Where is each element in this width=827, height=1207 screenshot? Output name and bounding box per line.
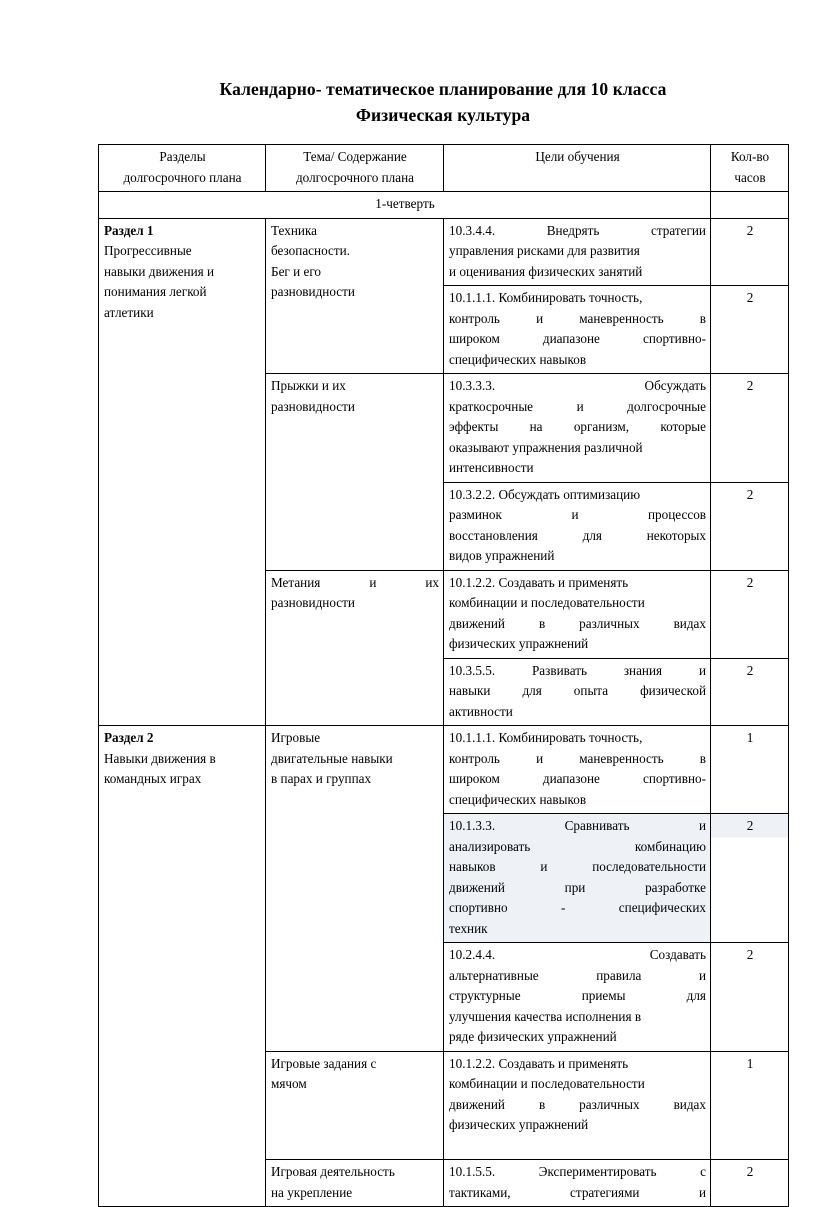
- goal-word: спортивно: [449, 900, 508, 915]
- header-topic-line2: долгосрочного плана: [295, 169, 415, 185]
- goal-line: комбинации и последовательности: [449, 595, 645, 610]
- topic-cell-2-3: [266, 1160, 444, 1207]
- goal-word: широком: [449, 771, 500, 786]
- topic-1-2-line2: разновидности: [271, 398, 355, 414]
- goal-word: разработке: [645, 879, 706, 895]
- goal-line: [449, 417, 706, 438]
- quarter-hours-empty: [711, 192, 789, 219]
- goal-line: [449, 397, 706, 418]
- goal-word: и: [698, 818, 706, 833]
- goal-cell: [444, 570, 711, 658]
- goal-line: [449, 837, 706, 858]
- goal-word: спортивно-: [642, 331, 706, 346]
- goal-word: на: [529, 419, 543, 434]
- goal-line: [449, 1095, 706, 1116]
- goal-line: интенсивности: [449, 460, 534, 475]
- goal-word: Развивать: [531, 662, 587, 678]
- goal-word: и: [540, 859, 548, 874]
- goal-word: различных: [579, 615, 640, 631]
- topic-1-1-line1: Техника: [271, 222, 318, 238]
- header-cell-topic: [266, 145, 444, 192]
- goal-word: в: [538, 615, 546, 631]
- goal-code: 10.3.5.5.: [449, 662, 496, 678]
- hours-cell: 2: [711, 218, 789, 286]
- goal-word: тактиками,: [449, 1184, 511, 1200]
- goal-line: комбинации и последовательности: [449, 1076, 645, 1091]
- goal-line: [449, 1183, 706, 1204]
- goal-word: краткосрочные: [449, 398, 534, 414]
- goal-word: навыки: [449, 683, 491, 698]
- table-row: [99, 218, 789, 286]
- header-hours-line2: часов: [734, 169, 766, 185]
- goal-word: правила: [596, 967, 642, 983]
- header-sections-line2: долгосрочного плана: [123, 169, 242, 185]
- goal-word: восстановления: [449, 527, 538, 543]
- goal-word: видах: [673, 1096, 707, 1112]
- goal-line: [449, 505, 706, 526]
- goal-line: [449, 309, 706, 330]
- goal-word: контроль: [449, 310, 500, 326]
- document-title: [98, 76, 788, 128]
- goal-cell: [444, 1160, 711, 1207]
- topic-1-1-line3: Бег и его: [271, 263, 322, 279]
- topic-2-1-line2: двигательные навыки: [271, 750, 393, 766]
- goal-word: физической: [640, 683, 707, 698]
- goal-word: диапазоне: [542, 331, 600, 346]
- topic-1-3-line1: Метания и их: [271, 574, 439, 590]
- goal-line: физических упражнений: [449, 636, 589, 651]
- goal-word: в: [699, 750, 707, 766]
- goal-word: в: [538, 1096, 546, 1112]
- quarter-label-cell: 1-четверть: [99, 192, 711, 219]
- section-1-sub2: навыки движения и: [104, 263, 215, 279]
- header-sections-line1: Разделы: [159, 149, 206, 164]
- goal-word: движений: [449, 1096, 505, 1112]
- goal-line-spacer: [449, 1136, 706, 1157]
- goal-line: [449, 816, 706, 837]
- goal-code: 10.1.3.3.: [449, 818, 496, 833]
- goal-word: диапазоне: [542, 771, 600, 786]
- section-1-sub3: понимания легкой: [104, 284, 207, 299]
- goal-line: [449, 681, 706, 702]
- goal-word: Экспериментировать: [538, 1164, 657, 1179]
- goal-code: 10.1.5.5.: [449, 1164, 496, 1179]
- hours-cell: 2: [711, 286, 789, 374]
- hours-cell: 1: [711, 726, 789, 814]
- goal-line: [449, 898, 706, 919]
- goal-word: и: [698, 662, 706, 678]
- title-line-1: Календарно- тематическое планирование для 10 класса: [219, 79, 667, 99]
- goal-word: которые: [660, 419, 707, 434]
- goal-word: приемы: [581, 988, 626, 1003]
- table-header-row: [99, 145, 789, 192]
- hours-cell: 2: [711, 1160, 789, 1207]
- goal-line: [449, 769, 706, 790]
- goal-word: для: [522, 683, 542, 698]
- goal-word: и: [536, 310, 544, 326]
- goal-cell: [444, 658, 711, 726]
- header-cell-goals: [444, 145, 711, 192]
- topic-cell-2-2: [266, 1051, 444, 1160]
- goal-cell: [444, 482, 711, 570]
- goal-line: специфических навыков: [449, 351, 587, 367]
- goal-word: -: [561, 900, 566, 915]
- goal-word: Создавать: [649, 947, 706, 962]
- goal-word: для: [686, 988, 706, 1003]
- goal-line: 10.3.2.2. Обсуждать оптимизацию: [449, 486, 641, 502]
- section-2-title: Раздел 2: [104, 730, 154, 745]
- goal-line: [449, 966, 706, 987]
- goal-word: процессов: [648, 507, 707, 522]
- hours-cell: 2: [711, 658, 789, 726]
- hours-cell: 2: [711, 943, 789, 1052]
- goal-line: управления рисками для развития: [449, 243, 640, 258]
- goal-line: 10.1.2.2. Создавать и применять: [449, 574, 629, 590]
- goal-cell: [444, 1051, 711, 1160]
- topic-cell-1-3: [266, 570, 444, 726]
- goal-word: навыков: [449, 859, 496, 874]
- goal-word: с: [700, 1164, 707, 1179]
- topic-cell-2-1: [266, 726, 444, 1052]
- hours-cell-selected: 2: [711, 814, 789, 943]
- goal-line: ряде физических упражнений: [449, 1029, 617, 1044]
- goal-cell: [444, 286, 711, 374]
- section-2-sub1: Навыки движения в: [104, 750, 216, 766]
- goal-line: 10.1.1.1. Комбинировать точность,: [449, 730, 643, 745]
- goal-word: при: [564, 879, 586, 895]
- goal-line: 10.1.2.2. Создавать и применять: [449, 1055, 629, 1071]
- goal-word: опыта: [573, 683, 609, 698]
- hours-cell: 2: [711, 570, 789, 658]
- topic-1-1-line4: разновидности: [271, 284, 355, 299]
- goal-word: некоторых: [646, 527, 707, 543]
- goal-word: и: [571, 507, 579, 522]
- goal-word: Обсуждать: [644, 378, 706, 393]
- section-1-title: Раздел 1: [104, 222, 154, 238]
- topic-2-1-line1: Игровые: [271, 730, 321, 745]
- goal-word: в: [699, 310, 707, 326]
- goal-line: физических упражнений: [449, 1117, 589, 1132]
- goal-word: стратегии: [650, 222, 706, 238]
- header-goals-label: Цели обучения: [535, 149, 620, 164]
- goal-word: видах: [673, 615, 707, 631]
- goal-line: [449, 945, 706, 966]
- goal-line: [449, 376, 706, 397]
- goal-cell: [444, 943, 711, 1052]
- goal-line: 10.1.1.1. Комбинировать точность,: [449, 290, 643, 305]
- goal-cell: [444, 726, 711, 814]
- topic-2-3-line2: на укрепление: [271, 1184, 353, 1200]
- goal-word: структурные: [449, 988, 521, 1003]
- goal-line: оказывают упражнения различной: [449, 439, 643, 455]
- goal-word: и: [536, 750, 544, 766]
- topic-2-1-line3: в парах и группах: [271, 771, 372, 786]
- hours-cell: 2: [711, 374, 789, 483]
- goal-word: маневренность: [579, 750, 664, 766]
- header-cell-hours: [711, 145, 789, 192]
- goal-cell: [444, 374, 711, 483]
- title-line-2: Физическая культура: [355, 105, 531, 125]
- topic-2-2-line2: мячом: [271, 1076, 307, 1091]
- goal-code: 10.3.3.3.: [449, 378, 496, 393]
- goal-word: долгосрочные: [627, 398, 706, 414]
- goal-word: маневренность: [579, 310, 664, 326]
- topic-cell-1-2: [266, 374, 444, 571]
- goal-line: [449, 878, 706, 899]
- goal-line: [449, 986, 706, 1007]
- calendar-plan-table: [98, 144, 789, 1207]
- section-cell-1: [99, 218, 266, 726]
- goal-word: спортивно-: [642, 771, 706, 786]
- topic-1-1-line2: безопасности.: [271, 243, 350, 258]
- topic-1-3-line2: разновидности: [271, 595, 355, 610]
- goal-word: специфических: [618, 900, 706, 915]
- goal-line: [449, 661, 706, 682]
- topic-2-2-line1: Игровые задания с: [271, 1055, 377, 1071]
- hours-cell: 2: [711, 482, 789, 570]
- goal-word: и: [576, 398, 584, 414]
- goal-line: техник: [449, 920, 488, 936]
- goal-line: [449, 857, 706, 878]
- goal-word: Внедрять: [546, 222, 600, 238]
- section-cell-2: [99, 726, 266, 1207]
- section-1-sub1: Прогрессивные: [104, 243, 192, 258]
- goal-word: разминок: [449, 507, 502, 522]
- section-2-sub2: командных играх: [104, 771, 202, 786]
- header-hours-line1: Кол-во: [730, 149, 770, 164]
- goal-word: альтернативные: [449, 967, 539, 983]
- goal-line: [449, 526, 706, 547]
- goal-word: комбинацию: [634, 838, 706, 854]
- goal-line: [449, 329, 706, 350]
- topic-1-2-line1: Прыжки и их: [271, 378, 346, 393]
- goal-word: организм,: [573, 419, 630, 434]
- quarter-row: [99, 192, 789, 219]
- goal-word: движений: [449, 879, 505, 895]
- goal-word: для: [582, 527, 602, 543]
- goal-code: 10.3.4.4.: [449, 222, 496, 238]
- header-topic-line1: Тема/ Содержание: [303, 149, 407, 164]
- goal-line: и оценивания физических занятий: [449, 263, 643, 279]
- goal-code: 10.2.4.4.: [449, 947, 496, 962]
- goal-word: движений: [449, 615, 505, 631]
- goal-line: видов упражнений: [449, 548, 555, 563]
- goal-cell-selected: [444, 814, 711, 943]
- table-row: [99, 726, 789, 814]
- goal-word: последовательности: [592, 859, 707, 874]
- goal-word: эффекты: [449, 419, 499, 434]
- goal-word: и: [698, 1184, 706, 1200]
- header-cell-sections: [99, 145, 266, 192]
- goal-word: стратегиями: [570, 1184, 640, 1200]
- goal-cell: [444, 218, 711, 286]
- goal-word: анализировать: [449, 838, 531, 854]
- goal-line: [449, 1162, 706, 1183]
- goal-line: активности: [449, 703, 513, 719]
- goal-word: контроль: [449, 750, 500, 766]
- section-1-sub4: атлетики: [104, 304, 154, 320]
- goal-line: [449, 221, 706, 242]
- plan-table-wrapper: [98, 144, 788, 1200]
- goal-line: улучшения качества исполнения в: [449, 1008, 642, 1024]
- topic-2-3-line1: Игровая деятельность: [271, 1164, 395, 1179]
- goal-line: [449, 614, 706, 635]
- goal-word: знания: [623, 662, 663, 678]
- goal-word: широком: [449, 331, 500, 346]
- goal-word: различных: [579, 1096, 640, 1112]
- hours-cell: 1: [711, 1051, 789, 1160]
- goal-word: и: [698, 967, 706, 983]
- goal-word: Сравнивать: [564, 818, 630, 833]
- goal-line: [449, 749, 706, 770]
- goal-line: специфических навыков: [449, 791, 587, 807]
- topic-cell-1-1: [266, 218, 444, 374]
